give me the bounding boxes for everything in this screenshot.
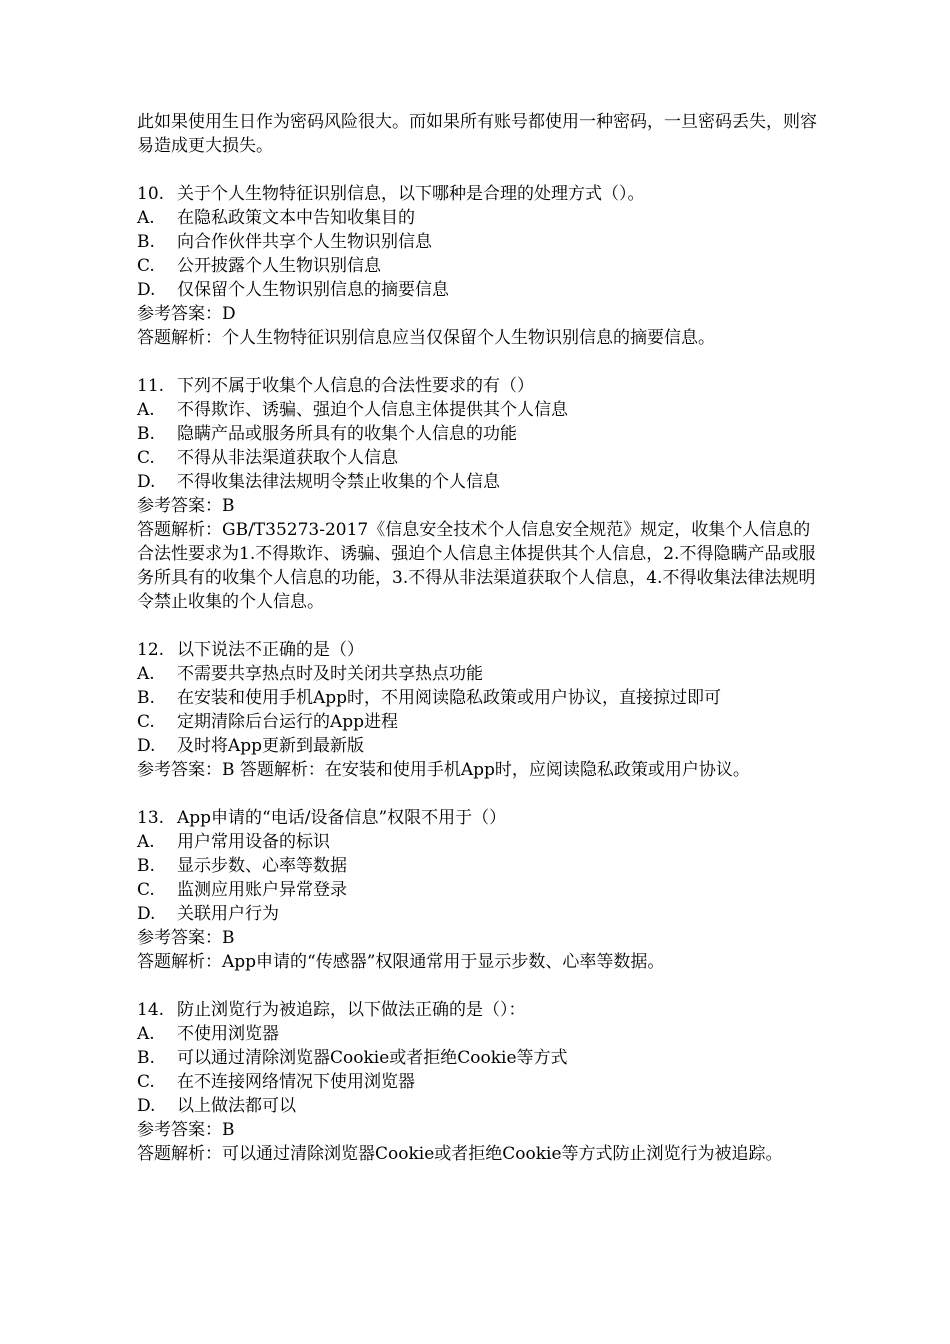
option-text: 不得收集法律法规明令禁止收集的个人信息 bbox=[177, 472, 500, 492]
question-title bbox=[137, 998, 817, 1022]
question-12 bbox=[137, 638, 817, 782]
option-letter: D. bbox=[137, 472, 156, 492]
option-text: 不得从非法渠道获取个人信息 bbox=[177, 448, 398, 468]
spacer bbox=[137, 782, 817, 806]
option-d bbox=[137, 734, 817, 758]
reference-answer: 参考答案：D bbox=[137, 304, 236, 324]
option-c bbox=[137, 254, 817, 278]
option-d bbox=[137, 470, 817, 494]
option-letter: C. bbox=[137, 256, 155, 276]
option-letter: C. bbox=[137, 712, 155, 732]
option-text: 隐瞒产品或服务所具有的收集个人信息的功能 bbox=[177, 424, 517, 444]
reference-answer: 参考答案：B bbox=[137, 496, 235, 516]
option-text: 向合作伙伴共享个人生物识别信息 bbox=[177, 232, 432, 252]
option-text: 在隐私政策文本中告知收集目的 bbox=[177, 208, 415, 228]
option-letter: A. bbox=[137, 664, 155, 684]
question-number: 13. bbox=[137, 808, 165, 828]
question-title bbox=[137, 182, 817, 206]
option-text: 不需要共享热点时及时关闭共享热点功能 bbox=[177, 664, 483, 684]
option-letter: C. bbox=[137, 880, 155, 900]
spacer bbox=[137, 158, 817, 182]
question-10 bbox=[137, 182, 817, 350]
answer-analysis: 答题解析：可以通过清除浏览器Cookie或者拒绝Cookie等方式防止浏览行为被追踪。 bbox=[137, 1144, 783, 1164]
option-text: 监测应用账户异常登录 bbox=[177, 880, 347, 900]
option-letter: B. bbox=[137, 856, 155, 876]
reference-answer: 参考答案：B bbox=[137, 928, 235, 948]
option-letter: D. bbox=[137, 280, 156, 300]
answer-analysis: 答题解析：App申请的“传感器”权限通常用于显示步数、心率等数据。 bbox=[137, 952, 665, 972]
option-letter: A. bbox=[137, 1024, 155, 1044]
option-letter: D. bbox=[137, 904, 156, 924]
option-letter: C. bbox=[137, 448, 155, 468]
option-text: 用户常用设备的标识 bbox=[177, 832, 330, 852]
option-a bbox=[137, 662, 817, 686]
option-text: 不得欺诈、诱骗、强迫个人信息主体提供其个人信息 bbox=[177, 400, 568, 420]
option-text: 不使用浏览器 bbox=[177, 1024, 279, 1044]
option-letter: A. bbox=[137, 208, 155, 228]
question-number: 14. bbox=[137, 1000, 165, 1020]
option-d bbox=[137, 278, 817, 302]
option-a bbox=[137, 830, 817, 854]
question-number: 12. bbox=[137, 640, 165, 660]
option-c bbox=[137, 446, 817, 470]
option-letter: D. bbox=[137, 736, 156, 756]
option-a bbox=[137, 1022, 817, 1046]
document-page bbox=[137, 110, 817, 1166]
answer-analysis: 答题解析：GB/T35273-2017《信息安全技术个人信息安全规范》规定，收集个人信息的合法性要求为1.不得欺诈、诱骗、强迫个人信息主体提供其个人信息，2.不得隐瞒产品或服务所具有的收集个人信息的功能，3.不得从非法渠道获取个人信息，4.不得收集法律法规明令禁止收集的个人信息。 bbox=[137, 520, 816, 612]
question-text: 以下说法不正确的是（） bbox=[177, 640, 364, 660]
option-c bbox=[137, 710, 817, 734]
question-11 bbox=[137, 374, 817, 614]
option-d bbox=[137, 1094, 817, 1118]
reference-answer: 参考答案：B 答题解析：在安装和使用手机App时，应阅读隐私政策或用户协议。 bbox=[137, 760, 750, 780]
question-number: 10. bbox=[137, 184, 165, 204]
option-letter: A. bbox=[137, 400, 155, 420]
option-text: 仅保留个人生物识别信息的摘要信息 bbox=[177, 280, 449, 300]
question-14 bbox=[137, 998, 817, 1166]
question-text: 防止浏览行为被追踪，以下做法正确的是（）： bbox=[177, 1000, 526, 1020]
question-title bbox=[137, 806, 817, 830]
question-number: 11. bbox=[137, 376, 165, 396]
question-text: 关于个人生物特征识别信息，以下哪种是合理的处理方式（）。 bbox=[177, 184, 645, 204]
option-text: 在不连接网络情况下使用浏览器 bbox=[177, 1072, 415, 1092]
option-letter: B. bbox=[137, 1048, 155, 1068]
option-letter: C. bbox=[137, 1072, 155, 1092]
option-text: 及时将App更新到最新版 bbox=[177, 736, 365, 756]
option-c bbox=[137, 878, 817, 902]
option-a bbox=[137, 398, 817, 422]
question-title bbox=[137, 374, 817, 398]
option-d bbox=[137, 902, 817, 926]
option-c bbox=[137, 1070, 817, 1094]
option-text: 关联用户行为 bbox=[177, 904, 279, 924]
question-text: 下列不属于收集个人信息的合法性要求的有（） bbox=[177, 376, 534, 396]
question-13 bbox=[137, 806, 817, 974]
question-text: App申请的“电话/设备信息”权限不用于（） bbox=[177, 808, 507, 828]
option-b bbox=[137, 686, 817, 710]
option-b bbox=[137, 422, 817, 446]
option-letter: B. bbox=[137, 688, 155, 708]
answer-analysis: 答题解析：个人生物特征识别信息应当仅保留个人生物识别信息的摘要信息。 bbox=[137, 328, 715, 348]
option-text: 以上做法都可以 bbox=[177, 1096, 296, 1116]
spacer bbox=[137, 350, 817, 374]
option-a bbox=[137, 206, 817, 230]
option-letter: D. bbox=[137, 1096, 156, 1116]
option-letter: B. bbox=[137, 232, 155, 252]
option-letter: B. bbox=[137, 424, 155, 444]
reference-answer: 参考答案：B bbox=[137, 1120, 235, 1140]
option-letter: A. bbox=[137, 832, 155, 852]
option-text: 定期清除后台运行的App进程 bbox=[177, 712, 399, 732]
option-text: 显示步数、心率等数据 bbox=[177, 856, 347, 876]
option-text: 在安装和使用手机App时，不用阅读隐私政策或用户协议，直接掠过即可 bbox=[177, 688, 722, 708]
option-b bbox=[137, 230, 817, 254]
option-text: 可以通过清除浏览器Cookie或者拒绝Cookie等方式 bbox=[177, 1048, 568, 1068]
spacer bbox=[137, 974, 817, 998]
option-b bbox=[137, 1046, 817, 1070]
question-title bbox=[137, 638, 817, 662]
spacer bbox=[137, 614, 817, 638]
option-b bbox=[137, 854, 817, 878]
option-text: 公开披露个人生物识别信息 bbox=[177, 256, 381, 276]
intro-paragraph: 此如果使用生日作为密码风险很大。而如果所有账号都使用一种密码，一旦密码丢失，则容易造成更大损失。 bbox=[137, 112, 817, 156]
